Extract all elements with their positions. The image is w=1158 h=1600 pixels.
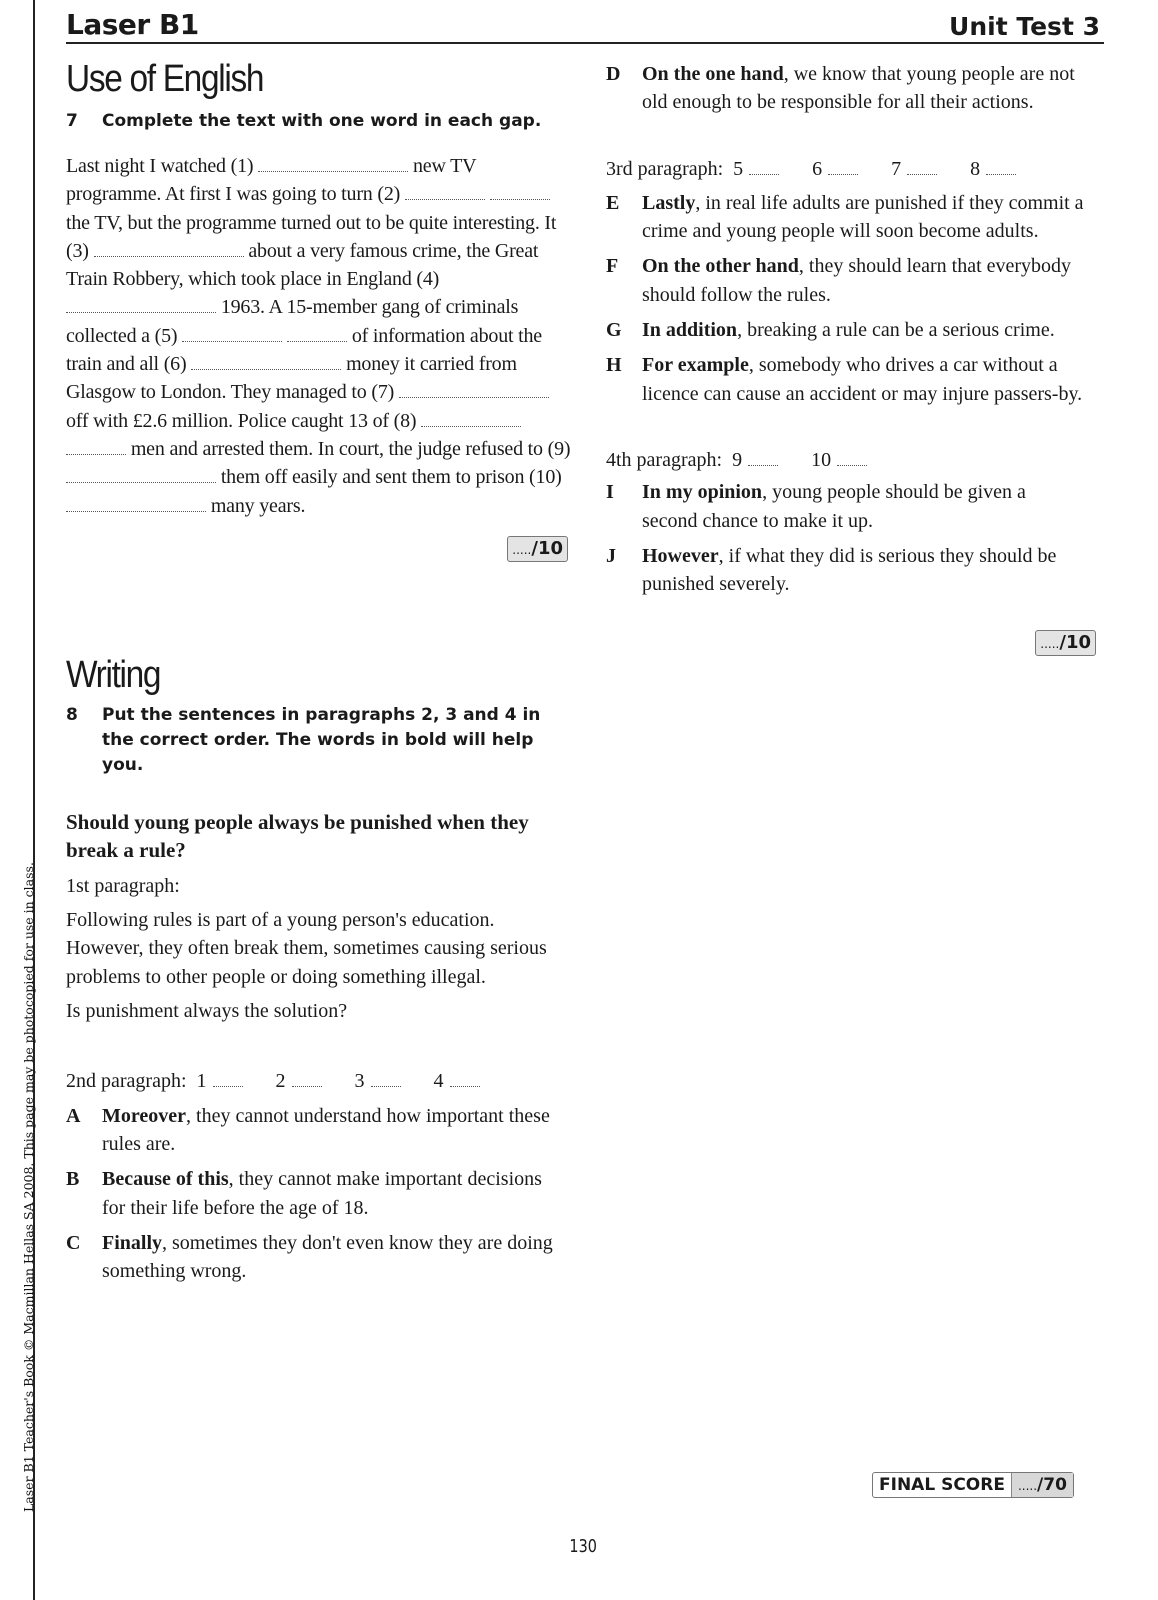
option-text: , if what they did is serious they should be punished severely. bbox=[642, 544, 1057, 596]
passage-segment: them off easily and sent them to prison (10) bbox=[220, 466, 562, 489]
option-letter: E bbox=[606, 191, 620, 214]
option-letter: A bbox=[66, 1104, 81, 1127]
answer-gap-8[interactable] bbox=[986, 162, 1016, 175]
score-dots: ..... bbox=[1017, 1479, 1038, 1493]
instruction-text: Complete the text with one word in each gap. bbox=[102, 111, 542, 131]
slot-number: 6 bbox=[812, 157, 823, 180]
option-e bbox=[606, 189, 1084, 246]
linking-word: In my opinion bbox=[642, 481, 763, 504]
slot-number: 9 bbox=[732, 448, 743, 471]
first-paragraph-label: 1st paragraph: bbox=[66, 874, 180, 897]
gap-5-cont[interactable] bbox=[287, 327, 347, 342]
option-letter: D bbox=[606, 63, 621, 85]
option-d bbox=[606, 60, 1084, 117]
passage-segment: Last night I watched (1) bbox=[66, 155, 254, 177]
option-text: , they cannot understand how important these rules are. bbox=[102, 1104, 550, 1155]
option-letter: F bbox=[606, 255, 619, 278]
answer-gap-9[interactable] bbox=[748, 453, 778, 466]
answer-gap-7[interactable] bbox=[907, 162, 937, 175]
option-letter: I bbox=[606, 481, 614, 504]
gap-8-cont[interactable] bbox=[66, 440, 126, 455]
slot-number: 2 bbox=[275, 1070, 286, 1093]
gap-9[interactable] bbox=[66, 468, 216, 483]
passage-segment: new TV programme. At first I was going to turn (2) bbox=[66, 155, 477, 206]
slot-number: 7 bbox=[891, 157, 902, 180]
passage-segment: money it carried from Glasgow to London. They managed to (7) bbox=[66, 353, 517, 404]
paragraph-2-answers bbox=[66, 1067, 576, 1095]
gap-2[interactable] bbox=[405, 185, 485, 200]
passage-segment: many years. bbox=[210, 494, 306, 517]
linking-word: Finally bbox=[102, 1231, 163, 1254]
cloze-passage bbox=[66, 152, 576, 520]
paragraph-label: 2nd paragraph: bbox=[66, 1070, 187, 1093]
unit-title: Unit Test 3 bbox=[949, 12, 1100, 41]
paragraph-3-answers bbox=[606, 155, 1084, 183]
option-b bbox=[66, 1165, 566, 1222]
option-c bbox=[66, 1229, 566, 1286]
option-text: , we know that young people are not old enough to be responsible for all their actions. bbox=[642, 63, 1075, 114]
essay-question: Should young people always be punished when they break a rule? bbox=[66, 809, 529, 862]
option-letter: J bbox=[606, 544, 616, 567]
gap-6[interactable] bbox=[191, 355, 341, 370]
exercise-7-instruction bbox=[66, 109, 576, 134]
final-score-box[interactable] bbox=[872, 1472, 1074, 1498]
linking-word: Lastly bbox=[642, 191, 696, 214]
linking-word: Moreover bbox=[102, 1104, 187, 1127]
section-title-use-of-english: Use of English bbox=[66, 58, 264, 100]
gap-4[interactable] bbox=[66, 298, 216, 313]
option-text: , sometimes they don't even know they are doing something wrong. bbox=[102, 1231, 553, 1283]
page-header bbox=[66, 6, 1104, 44]
linking-word: On the one hand bbox=[642, 63, 784, 85]
answer-gap-3[interactable] bbox=[371, 1074, 401, 1087]
gap-3[interactable] bbox=[94, 242, 244, 257]
linking-word: In addition bbox=[642, 319, 738, 342]
left-column bbox=[66, 58, 576, 1292]
option-letter: H bbox=[606, 354, 622, 377]
answer-gap-10[interactable] bbox=[837, 453, 867, 466]
passage-segment: of information about the train and all (6) bbox=[66, 324, 542, 376]
option-i bbox=[606, 478, 1084, 535]
exercise-number: 8 bbox=[66, 704, 78, 725]
linking-word: However bbox=[642, 544, 719, 567]
slot-number: 8 bbox=[970, 157, 981, 180]
exercise-8-instruction bbox=[66, 703, 576, 778]
linking-word: On the other hand bbox=[642, 255, 799, 278]
linking-word: For example bbox=[642, 354, 749, 377]
slot-number: 10 bbox=[811, 448, 832, 471]
book-title: Laser B1 bbox=[66, 8, 199, 41]
passage-segment: 1963. A 15-member gang of criminals collected a (5) bbox=[66, 296, 519, 347]
score-total: /10 bbox=[531, 537, 563, 559]
page-number: 130 bbox=[569, 1536, 597, 1557]
passage-segment: the TV, but the programme turned out to be quite interesting. It (3) bbox=[66, 211, 557, 262]
first-paragraph-question: Is punishment always the solution? bbox=[66, 1000, 348, 1023]
slot-number: 5 bbox=[733, 157, 744, 180]
copyright-notice: Laser B1 Teacher's Book © Macmillan Hellas SA 2008. This page may be photocopied for use in class. bbox=[21, 862, 36, 1512]
section-title-writing: Writing bbox=[66, 653, 161, 696]
option-letter: G bbox=[606, 319, 622, 342]
slot-number: 4 bbox=[433, 1070, 444, 1093]
answer-gap-4[interactable] bbox=[450, 1074, 480, 1087]
score-total: /70 bbox=[1037, 1475, 1067, 1495]
slot-number: 3 bbox=[354, 1070, 365, 1093]
slot-number: 1 bbox=[196, 1070, 207, 1093]
score-dots: ..... bbox=[1040, 637, 1060, 652]
answer-gap-5[interactable] bbox=[749, 162, 779, 175]
option-letter: C bbox=[66, 1231, 81, 1254]
gap-7[interactable] bbox=[399, 383, 549, 398]
option-text: , young people should be given a second chance to make it up. bbox=[642, 481, 1026, 532]
exercise-7-score[interactable] bbox=[507, 536, 568, 562]
final-score-label: FINAL SCORE bbox=[873, 1473, 1011, 1497]
linking-word: Because of this bbox=[102, 1168, 229, 1191]
gap-10[interactable] bbox=[66, 497, 206, 512]
answer-gap-1[interactable] bbox=[213, 1074, 243, 1087]
gap-5[interactable] bbox=[182, 327, 282, 342]
exercise-8-score[interactable] bbox=[1035, 630, 1096, 656]
score-total: /10 bbox=[1059, 632, 1091, 654]
paragraph-label: 4th paragraph: bbox=[606, 448, 723, 471]
paragraph-4-answers bbox=[606, 446, 1084, 474]
paragraph-2-options bbox=[66, 1102, 566, 1286]
gap-8[interactable] bbox=[421, 412, 521, 427]
gap-2-cont[interactable] bbox=[490, 185, 550, 200]
option-text: , in real life adults are punished if they commit a crime and young people will soon become adults. bbox=[642, 191, 1084, 243]
answer-gap-6[interactable] bbox=[828, 162, 858, 175]
passage-segment: men and arrested them. In court, the judge refused to (9) bbox=[130, 437, 571, 460]
option-text: , they should learn that everybody should follow the rules. bbox=[642, 255, 1072, 306]
option-g bbox=[606, 316, 1084, 344]
exercise-number: 7 bbox=[66, 111, 78, 131]
passage-segment: about a very famous crime, the Great Train Robbery, which took place in England (4) bbox=[66, 239, 539, 291]
option-letter: B bbox=[66, 1168, 80, 1191]
paragraph-label: 3rd paragraph: bbox=[606, 157, 724, 180]
option-text: , breaking a rule can be a serious crime. bbox=[737, 319, 1055, 342]
option-text: , somebody who drives a car without a licence can cause an accident or may injure passers-by. bbox=[642, 354, 1083, 405]
answer-gap-2[interactable] bbox=[292, 1074, 322, 1087]
option-text: , they cannot make important decisions for their life before the age of 18. bbox=[102, 1168, 542, 1219]
gap-1[interactable] bbox=[258, 157, 408, 172]
passage-segment: off with £2.6 million. Police caught 13 of (8) bbox=[66, 409, 417, 432]
final-score-value bbox=[1011, 1473, 1073, 1497]
option-j bbox=[606, 542, 1084, 599]
right-column bbox=[606, 60, 1091, 657]
paragraph-4-options bbox=[606, 478, 1084, 598]
paragraph-3-options bbox=[606, 189, 1084, 408]
option-h bbox=[606, 351, 1084, 408]
first-paragraph-text: Following rules is part of a young person's education. However, they often break them, sometimes causing serious problems to other people or doing something illegal. bbox=[66, 909, 547, 988]
instruction-text: Put the sentences in paragraphs 2, 3 and 4 in the correct order. The words in bold will help you. bbox=[102, 704, 541, 775]
option-f bbox=[606, 252, 1084, 309]
score-dots: ..... bbox=[512, 542, 532, 557]
option-a bbox=[66, 1102, 566, 1159]
